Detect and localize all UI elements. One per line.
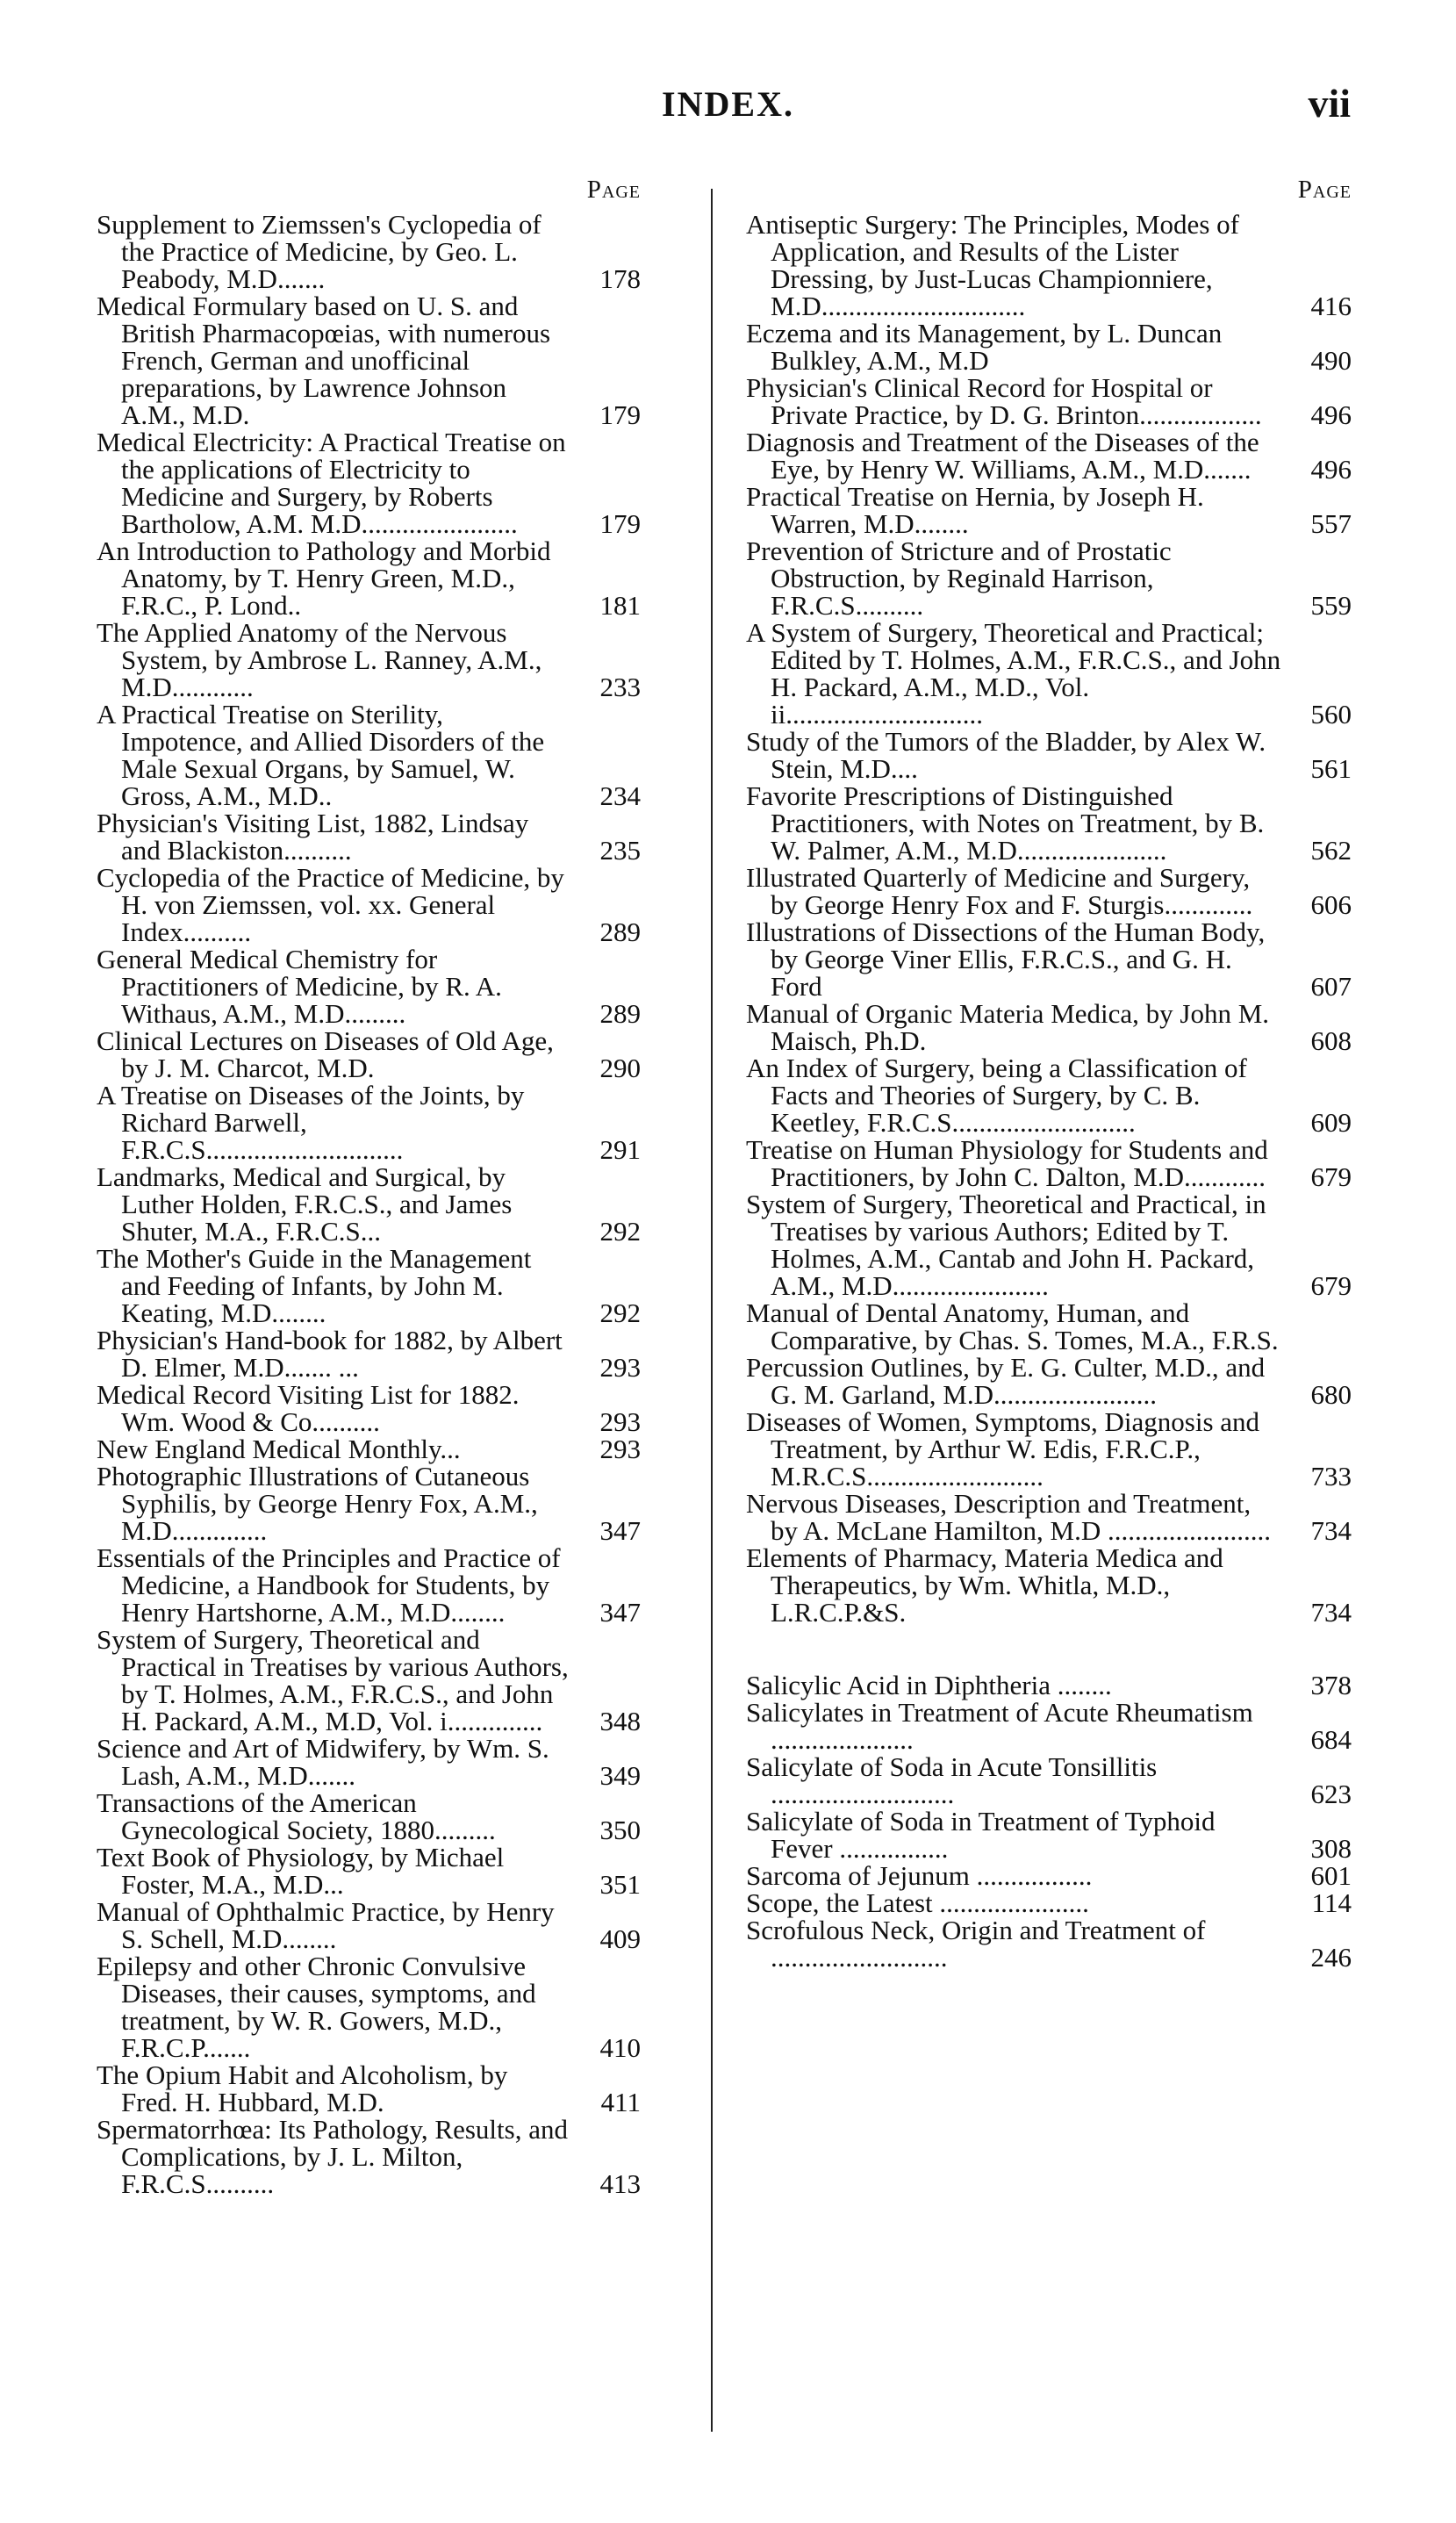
index-entry	[97, 1544, 641, 1626]
entry-page-number: 733	[1310, 1461, 1352, 1492]
index-entry	[746, 918, 1352, 1000]
entry-page-number: 684	[1310, 1724, 1352, 1755]
index-entry	[746, 1136, 1352, 1190]
index-entry	[97, 1245, 641, 1326]
page-column-label: Page	[1297, 176, 1352, 204]
index-entry	[746, 864, 1352, 918]
entry-page-number: 606	[1310, 889, 1352, 920]
index-entry	[97, 211, 641, 292]
entry-page-number: 557	[1310, 508, 1352, 539]
entry-page-number: 496	[1310, 454, 1352, 485]
entry-page-number: 246	[1310, 1942, 1352, 1973]
entry-page-number: 350	[599, 1815, 641, 1845]
index-entry	[97, 809, 641, 864]
index-entry	[97, 1381, 641, 1435]
index-entry	[746, 1000, 1352, 1054]
entry-page-number: 734	[1310, 1597, 1352, 1628]
index-entry	[746, 1490, 1352, 1544]
entry-page-number: 734	[1310, 1515, 1352, 1546]
index-entry	[746, 1054, 1352, 1136]
entry-title: Text Book of Physiology, by Michael Foster, M.A., M.D...	[97, 1842, 505, 1900]
entry-page-number: 179	[599, 508, 641, 539]
entry-title: Manual of Dental Anatomy, Human, and Comparative, by Chas. S. Tomes, M.A., F.R.S.	[746, 1297, 1279, 1355]
entry-page-number: 559	[1310, 590, 1352, 621]
entry-page-number: 409	[599, 1923, 641, 1954]
index-entry	[97, 1952, 641, 2061]
index-entry	[97, 2116, 641, 2197]
index-entry	[97, 1735, 641, 1789]
entry-title: Prevention of Stricture and of Prostatic Obstruction, by Reginald Harrison, F.R.C.S..........	[746, 536, 1172, 621]
index-entry	[746, 1408, 1352, 1490]
entry-title: Physician's Hand-book for 1882, by Albert D. Elmer, M.D....... ...	[97, 1325, 563, 1383]
entry-title: New England Medical Monthly...	[97, 1434, 461, 1464]
entry-title: Manual of Organic Materia Medica, by John M. Maisch, Ph.D.	[746, 998, 1270, 1056]
index-entry	[97, 292, 641, 428]
index-entry	[746, 537, 1352, 619]
entry-page-number: 410	[599, 2032, 641, 2063]
entry-title: Treatise on Human Physiology for Students and Practitioners, by John C. Dalton, M.D............	[746, 1134, 1268, 1192]
right-column	[746, 176, 1352, 1971]
index-entry	[746, 374, 1352, 428]
entry-title: Diseases of Women, Symptoms, Diagnosis and Treatment, by Arthur W. Edis, F.R.C.P., M.R.C.S..........................	[746, 1406, 1260, 1492]
entry-title: The Applied Anatomy of the Nervous System, by Ambrose L. Ranney, A.M., M.D............	[97, 617, 542, 702]
entry-page-number: 411	[600, 2087, 641, 2117]
entry-page-number: 416	[1310, 291, 1352, 321]
entry-page-number: 680	[1310, 1379, 1352, 1410]
index-entry	[746, 1299, 1352, 1354]
index-entry-list	[97, 211, 641, 2197]
entry-page-number: 601	[1310, 1860, 1352, 1891]
entry-title: Medical Electricity: A Practical Treatise on the applications of Electricity to Medicine and Surgery, by Roberts Bartholow, A.M. M.D.......................	[97, 427, 566, 539]
entry-page-number: 181	[599, 590, 641, 621]
entry-page-number: 292	[599, 1216, 641, 1247]
entry-title: Study of the Tumors of the Bladder, by Alex W. Stein, M.D....	[746, 726, 1266, 784]
entry-page-number: 291	[599, 1134, 641, 1165]
left-column	[97, 176, 641, 2197]
index-entry	[97, 701, 641, 809]
entry-title: A System of Surgery, Theoretical and Practical; Edited by T. Holmes, A.M., F.R.C.S., and John H. Packard, A.M., M.D., Vol. ii.............................	[746, 617, 1281, 730]
index-entry	[746, 320, 1352, 374]
entry-title: Essentials of the Principles and Practice of Medicine, a Handbook for Students, by Henry Hartshorne, A.M., M.D........	[97, 1542, 561, 1628]
entry-page-number: 623	[1310, 1779, 1352, 1809]
entry-title: Practical Treatise on Hernia, by Joseph H. Warren, M.D........	[746, 481, 1204, 539]
entry-page-number: 608	[1310, 1025, 1352, 1056]
entry-title: An Introduction to Pathology and Morbid Anatomy, by T. Henry Green, M.D., F.R.C., P. Lond..	[97, 536, 551, 621]
entry-page-number: 490	[1310, 345, 1352, 376]
index-entry	[746, 728, 1352, 782]
index-entry	[746, 1190, 1352, 1299]
index-entry	[97, 1789, 641, 1844]
entry-title: Photographic Illustrations of Cutaneous Syphilis, by George Henry Fox, A.M., M.D..............	[97, 1461, 538, 1546]
entry-title: Salicylic Acid in Diphtheria ........	[746, 1670, 1112, 1700]
entry-title: Landmarks, Medical and Surgical, by Luther Holden, F.R.C.S., and James Shuter, M.A., F.R.C.S...	[97, 1161, 513, 1247]
entry-title: Elements of Pharmacy, Materia Medica and Therapeutics, by Wm. Whitla, M.D., L.R.C.P.&S.	[746, 1542, 1223, 1628]
index-entry	[746, 1916, 1352, 1971]
entry-title: Manual of Ophthalmic Practice, by Henry S. Schell, M.D........	[97, 1896, 555, 1954]
index-entry-list	[746, 1671, 1352, 1971]
entry-page-number: 679	[1310, 1161, 1352, 1192]
entry-title: Salicylate of Soda in Acute Tonsillitis ...........................	[746, 1751, 1158, 1809]
entry-page-number: 178	[599, 263, 641, 294]
entry-title: Sarcoma of Jejunum .................	[746, 1860, 1093, 1891]
entry-title: Physician's Visiting List, 1882, Lindsay and Blackiston..........	[97, 808, 529, 866]
index-entry	[97, 1326, 641, 1381]
index-entry	[746, 1889, 1352, 1916]
entry-title: Favorite Prescriptions of Distinguished Practitioners, with Notes on Treatment, by B. W. Palmer, A.M., M.D......................	[746, 780, 1265, 866]
entry-page-number: 114	[1311, 1887, 1352, 1918]
index-entry	[97, 864, 641, 945]
entry-page-number: 349	[599, 1760, 641, 1791]
index-entry	[746, 782, 1352, 864]
entry-page-number: 378	[1310, 1670, 1352, 1700]
section-gap	[746, 1626, 1352, 1671]
entry-title: System of Surgery, Theoretical and Practical in Treatises by various Authors, by T. Holmes, A.M., F.R.C.S., and John H. Packard, A.M., M.D, Vol. i..............	[97, 1624, 569, 1736]
entry-page-number: 235	[599, 835, 641, 866]
entry-page-number: 413	[599, 2168, 641, 2199]
entry-page-number: 292	[599, 1297, 641, 1328]
entry-page-number: 293	[599, 1352, 641, 1383]
index-entry	[746, 1862, 1352, 1889]
entry-title: General Medical Chemistry for Practitioners of Medicine, by R. A. Withaus, A.M., M.D.........	[97, 944, 502, 1029]
entry-title: A Treatise on Diseases of the Joints, by Richard Barwell, F.R.C.S.............................	[97, 1080, 525, 1165]
entry-title: Eczema and its Management, by L. Duncan Bulkley, A.M., M.D	[746, 318, 1223, 376]
entry-title: Epilepsy and other Chronic Convulsive Diseases, their causes, symptoms, and treatment, by W. R. Gowers, M.D., F.R.C.P.......	[97, 1951, 536, 2063]
index-entry	[746, 1671, 1352, 1699]
entry-title: Science and Art of Midwifery, by Wm. S. Lash, A.M., M.D.......	[97, 1733, 549, 1791]
entry-page-number: 561	[1310, 753, 1352, 784]
index-entry	[97, 1163, 641, 1245]
entry-page-number: 562	[1310, 835, 1352, 866]
index-entry	[746, 483, 1352, 537]
entry-page-number: 679	[1310, 1270, 1352, 1301]
index-entry	[97, 2061, 641, 2116]
entry-title: Transactions of the American Gynecological Society, 1880.........	[97, 1787, 496, 1845]
entry-page-number: 308	[1310, 1833, 1352, 1864]
index-entry	[97, 428, 641, 537]
index-entry	[746, 211, 1352, 320]
index-entry	[746, 1544, 1352, 1626]
entry-page-number: 496	[1310, 399, 1352, 430]
entry-page-number: 347	[599, 1515, 641, 1546]
entry-page-number: 293	[599, 1406, 641, 1437]
entry-title: Nervous Diseases, Description and Treatment, by A. McLane Hamilton, M.D ........................	[746, 1488, 1272, 1546]
entry-title: Physician's Clinical Record for Hospital or Private Practice, by D. G. Brinton..................	[746, 372, 1262, 430]
entry-page-number: 179	[599, 399, 641, 430]
index-entry	[746, 619, 1352, 728]
entry-title: Spermatorrhœa: Its Pathology, Results, and Complications, by J. L. Milton, F.R.C.S..........	[97, 2114, 568, 2199]
column-divider	[711, 189, 713, 2432]
entry-page-number: 293	[599, 1434, 641, 1464]
entry-title: Scope, the Latest ......................	[746, 1887, 1089, 1918]
entry-page-number: 290	[599, 1053, 641, 1083]
entry-page-number: 348	[599, 1706, 641, 1736]
index-entry	[97, 1626, 641, 1735]
entry-title: Antiseptic Surgery: The Principles, Modes of Application, and Results of the Lister Dressing, by Just-Lucas Championniere, M.D..............................	[746, 209, 1239, 321]
index-entry	[97, 537, 641, 619]
index-entry	[746, 1699, 1352, 1753]
entry-page-number: 351	[599, 1869, 641, 1900]
entry-title: An Index of Surgery, being a Classification of Facts and Theories of Surgery, by C. B. Keetley, F.R.C.S...........................	[746, 1053, 1247, 1138]
entry-page-number: 233	[599, 672, 641, 702]
index-entry	[97, 1898, 641, 1952]
entry-title: A Practical Treatise on Sterility, Impotence, and Allied Disorders of the Male Sexual Organs, by Samuel, W. Gross, A.M., M.D..	[97, 699, 545, 811]
entry-title: Clinical Lectures on Diseases of Old Age, by J. M. Charcot, M.D.	[97, 1025, 554, 1083]
index-entry	[746, 428, 1352, 483]
index-entry	[97, 1082, 641, 1163]
entry-page-number: 289	[599, 916, 641, 947]
entry-title: Salicylates in Treatment of Acute Rheumatism .....................	[746, 1697, 1253, 1755]
entry-title: Illustrations of Dissections of the Human Body, by George Viner Ellis, F.R.C.S., and G. H. Ford	[746, 916, 1266, 1002]
entry-title: Percussion Outlines, by E. G. Culter, M.D., and G. M. Garland, M.D........................	[746, 1352, 1266, 1410]
index-entry	[97, 1027, 641, 1082]
entry-page-number: 289	[599, 998, 641, 1029]
index-entry	[746, 1354, 1352, 1408]
entry-title: Scrofulous Neck, Origin and Treatment of ..........................	[746, 1915, 1206, 1973]
entry-page-number: 607	[1310, 971, 1352, 1002]
page-title: INDEX.	[662, 84, 794, 124]
index-entry	[97, 1463, 641, 1544]
index-entry	[746, 1753, 1352, 1808]
index-entry	[97, 945, 641, 1027]
entry-title: Cyclopedia of the Practice of Medicine, by H. von Ziemssen, vol. xx. General Index..........	[97, 862, 564, 947]
entry-title: Supplement to Ziemssen's Cyclopedia of the Practice of Medicine, by Geo. L. Peabody, M.D.......	[97, 209, 542, 294]
page-header	[0, 83, 1456, 136]
entry-page-number: 347	[599, 1597, 641, 1628]
entry-title: System of Surgery, Theoretical and Practical, in Treatises by various Authors; Edited by T. Holmes, A.M., Cantab and John H. Packard, A.M., M.D.......................	[746, 1189, 1266, 1301]
entry-title: Diagnosis and Treatment of the Diseases of the Eye, by Henry W. Williams, A.M., M.D.......	[746, 427, 1259, 485]
entry-page-number: 560	[1310, 699, 1352, 730]
entry-title: The Mother's Guide in the Management and Feeding of Infants, by John M. Keating, M.D........	[97, 1243, 532, 1328]
entry-page-number: 609	[1310, 1107, 1352, 1138]
entry-title: Medical Record Visiting List for 1882. Wm. Wood & Co..........	[97, 1379, 520, 1437]
index-entry	[97, 1435, 641, 1463]
index-entry-list	[746, 211, 1352, 1626]
index-entry	[97, 1844, 641, 1898]
entry-title: The Opium Habit and Alcoholism, by Fred. H. Hubbard, M.D.	[97, 2059, 508, 2117]
index-entry	[97, 619, 641, 701]
entry-title: Salicylate of Soda in Treatment of Typhoid Fever ................	[746, 1806, 1216, 1864]
page-column-label: Page	[586, 176, 641, 204]
entry-page-number: 234	[599, 780, 641, 811]
index-entry	[746, 1808, 1352, 1862]
entry-title: Medical Formulary based on U. S. and British Pharmacopœias, with numerous French, German and unofficinal preparations, by Lawrence Johnson A.M., M.D.	[97, 291, 551, 430]
page-number: vii	[1308, 81, 1351, 126]
entry-title: Illustrated Quarterly of Medicine and Surgery, by George Henry Fox and F. Sturgis.............	[746, 862, 1253, 920]
